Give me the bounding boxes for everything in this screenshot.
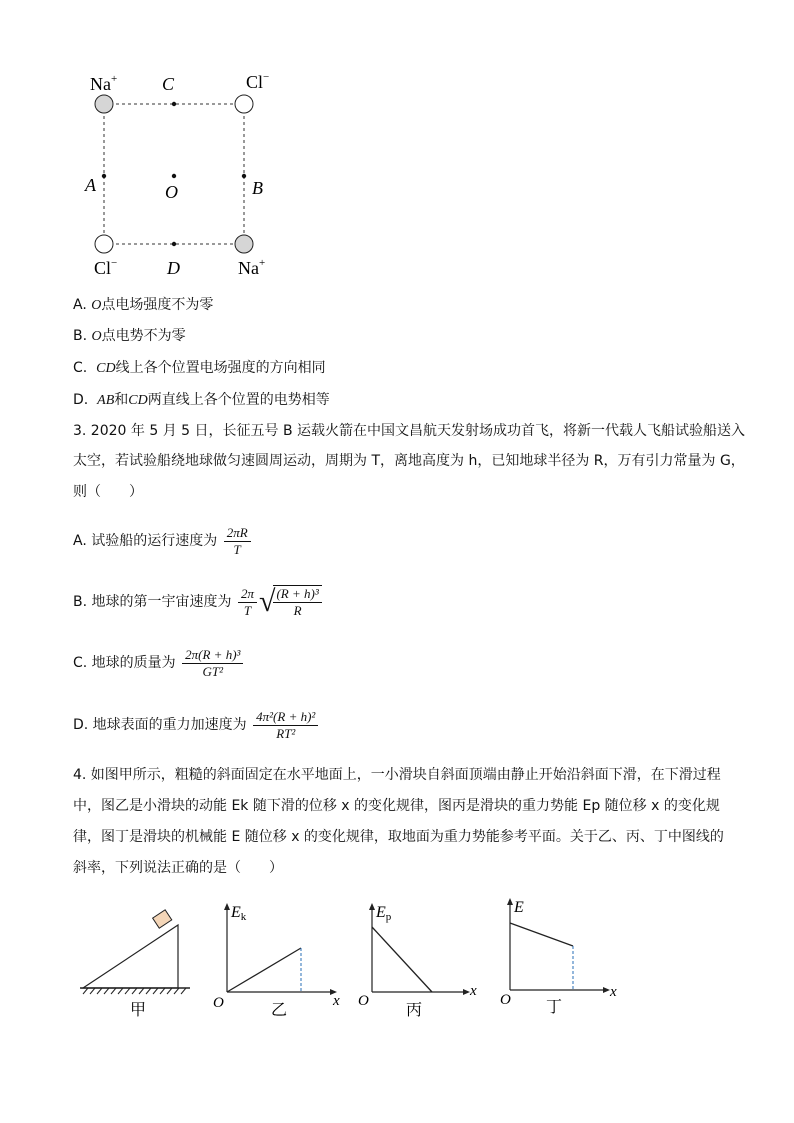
point-a-dot [102, 174, 106, 178]
q3-option-b: B. 地球的第一宇宙速度为 $\frac{2\pi}{T}$ √ $\frac{\text{(R + h)³}}{R}$ [73, 580, 324, 624]
na-label-bottom: Na+ [238, 257, 266, 278]
q4-stem-line1: 4. 如图甲所示，粗糙的斜面固定在水平地面上，一小滑块自斜面顶端由静止开始沿斜面下滑，在下滑过程 [73, 767, 721, 783]
na-ion-bottom-right [235, 235, 253, 253]
label-b: B [252, 178, 263, 198]
q3-option-c: C. 地球的质量为 $\frac{\text{2π(R + h)³}}{\text{GT²}}$ [73, 643, 245, 683]
q3-option-a: A. 试验船的运行速度为 $\frac{2\pi R}{T}$ [73, 523, 253, 559]
point-b-dot [242, 174, 246, 178]
q2-option-b: B. O点电势不为零 [73, 328, 186, 344]
slider-block [153, 910, 172, 928]
ek-line [227, 948, 301, 992]
q2-option-d: D. AB和CD两直线上各个位置的电势相等 [73, 392, 330, 408]
figure-ding-e-graph [490, 892, 625, 1022]
na-ion-top-left [95, 95, 113, 113]
figure-jia-incline [75, 905, 200, 1025]
cl-ion-top-right [235, 95, 253, 113]
cl-label-top: Cl− [246, 71, 270, 92]
figure-yi-ek-graph [205, 895, 345, 1025]
e-line [510, 923, 573, 946]
figure-ding-label: 丁 [546, 997, 563, 1016]
label-a: A [85, 175, 96, 195]
na-label-top: Na+ [90, 73, 118, 94]
ek-axis-label: Ek [231, 904, 247, 923]
label-c: C [162, 74, 175, 94]
q4-stem-line3: 律，图丁是滑块的机械能 E 随位移 x 的变化规律，取地面为重力势能参考平面。关于乙、丙、丁中图线的 [73, 829, 724, 845]
label-o: O [165, 182, 178, 202]
cl-ion-bottom-left [95, 235, 113, 253]
point-d-dot [172, 242, 176, 246]
ep-line [372, 927, 432, 992]
point-c-dot [172, 102, 176, 106]
q4-stem-line2: 中，图乙是小滑块的动能 Ek 随下滑的位移 x 的变化规律，图丙是滑块的重力势能 Ep 随位移 x 的变化规 [73, 798, 720, 814]
yi-x-label: x [333, 993, 340, 1009]
ding-x-label: x [610, 984, 617, 1000]
figure-bing-label: 丙 [406, 1000, 423, 1019]
q3-stem-line3: 则（ ） [73, 484, 143, 500]
e-axis-label: E [514, 899, 524, 916]
ep-axis-label: Ep [376, 904, 392, 923]
cl-label-bottom: Cl− [94, 257, 118, 278]
figure-yi-label: 乙 [271, 1000, 288, 1019]
bing-origin: O [358, 993, 369, 1009]
figure-bing-ep-graph [350, 895, 490, 1025]
q3-stem-line1: 3. 2020 年 5 月 5 日，长征五号 B 运载火箭在中国文昌航天发射场成功首飞，将新一代载人飞船试验船送入 [73, 423, 746, 439]
q2-option-c: C. CD线上各个位置电场强度的方向相同 [73, 360, 326, 376]
label-d: D [167, 258, 180, 278]
q4-stem-line4: 斜率，下列说法正确的是（ ） [73, 860, 283, 876]
bing-x-label: x [470, 983, 477, 999]
yi-origin: O [213, 995, 224, 1011]
q2-option-a: A. O点电场强度不为零 [73, 297, 214, 313]
figure-jia-label: 甲 [130, 1000, 147, 1019]
ding-origin: O [500, 992, 511, 1008]
ion-square-diagram [70, 60, 290, 290]
q3-option-d: D. 地球表面的重力加速度为 $\frac{\text{4π²(R + h)²}}{\text{RT²}}$ [73, 705, 320, 745]
q3-stem-line2: 太空，若试验船绕地球做匀速圆周运动，周期为 T，离地高度为 h，已知地球半径为 R，万有引力常量为 G， [73, 453, 745, 469]
point-o-dot [172, 174, 176, 178]
